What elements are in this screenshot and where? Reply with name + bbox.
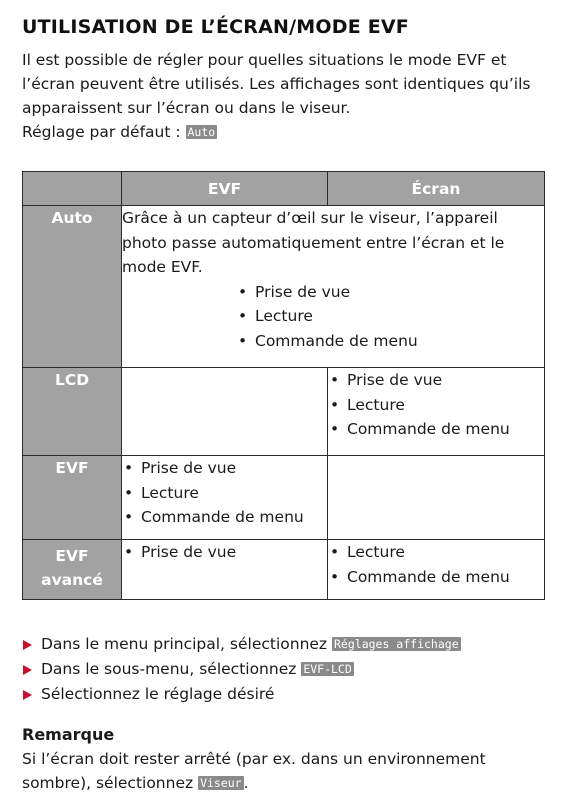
arrow-right-icon bbox=[23, 665, 32, 675]
arrow-right-icon bbox=[23, 640, 32, 650]
page-title: UTILISATION DE L’ÉCRAN/MODE EVF bbox=[22, 16, 409, 38]
cell-evf-advanced-evf bbox=[122, 540, 328, 600]
step-item bbox=[22, 682, 544, 707]
row-label-lcd: LCD bbox=[23, 368, 122, 456]
step-item bbox=[22, 657, 544, 682]
cell-lcd-screen bbox=[328, 368, 545, 456]
intro-text: Il est possible de régler pour quelles situations le mode EVF et l’écran peuvent être utilisés. Les affichages sont identiques qu’ils apparaissent sur l’écran ou dans le viseur. bbox=[22, 51, 531, 117]
lcd-screen-list bbox=[328, 368, 544, 442]
row-label-line1: EVF bbox=[55, 547, 89, 565]
step-text: Sélectionnez le réglage désiré bbox=[41, 685, 275, 703]
menu-item-tag: EVF-LCD bbox=[303, 662, 352, 676]
note-tag: Viseur bbox=[200, 776, 242, 790]
intro-paragraph bbox=[22, 48, 544, 144]
list-item: • Prise de vue bbox=[328, 368, 544, 393]
list-item: • Prise de vue bbox=[236, 280, 544, 305]
step-item bbox=[22, 632, 544, 657]
cell-lcd-evf bbox=[122, 368, 328, 456]
row-label-auto: Auto bbox=[23, 206, 122, 368]
list-item: • Commande de menu bbox=[328, 417, 544, 442]
list-item: • Lecture bbox=[328, 393, 544, 418]
row-label-evf: EVF bbox=[23, 456, 122, 540]
row-auto bbox=[23, 206, 545, 368]
list-item: • Lecture bbox=[236, 304, 544, 329]
default-value-tag: Auto bbox=[187, 125, 216, 139]
list-item: • Lecture bbox=[122, 481, 327, 506]
list-item: • Commande de menu bbox=[236, 329, 544, 354]
settings-table bbox=[22, 171, 545, 600]
step-text: Dans le menu principal, sélectionnez bbox=[41, 635, 332, 653]
evf-evf-list bbox=[122, 456, 327, 530]
menu-item-tag: Réglages affichage bbox=[334, 637, 459, 651]
list-item: • Lecture bbox=[328, 540, 544, 565]
note-heading: Remarque bbox=[22, 725, 115, 744]
manual-page bbox=[22, 14, 544, 795]
row-label-line2: avancé bbox=[41, 571, 103, 589]
cell-auto bbox=[122, 206, 545, 368]
list-item: • Prise de vue bbox=[122, 540, 327, 565]
header-empty bbox=[23, 172, 122, 206]
evf-advanced-evf-list bbox=[122, 540, 327, 565]
row-lcd bbox=[23, 368, 545, 456]
note-text-block bbox=[22, 747, 544, 795]
header-screen: Écran bbox=[328, 172, 545, 206]
cell-evf-evf bbox=[122, 456, 328, 540]
cell-evf-advanced-screen bbox=[328, 540, 545, 600]
list-item: • Prise de vue bbox=[122, 456, 327, 481]
row-label-evf-advanced bbox=[23, 540, 122, 600]
list-item: • Commande de menu bbox=[122, 505, 327, 530]
instruction-steps bbox=[22, 632, 544, 707]
auto-list bbox=[236, 280, 544, 354]
header-evf: EVF bbox=[122, 172, 328, 206]
auto-description: Grâce à un capteur d’œil sur le viseur, l’appareil photo passe automatiquement entre l’écran et le mode EVF. bbox=[122, 209, 505, 276]
note-end: . bbox=[243, 774, 249, 792]
row-evf-advanced bbox=[23, 540, 545, 600]
step-text: Dans le sous-menu, sélectionnez bbox=[41, 660, 302, 678]
cell-evf-screen bbox=[328, 456, 545, 540]
list-item: • Commande de menu bbox=[328, 565, 544, 590]
table-header-row bbox=[23, 172, 545, 206]
note-text: Si l’écran doit rester arrêté (par ex. dans un environnement sombre), sélectionnez bbox=[22, 750, 486, 792]
default-label: Réglage par défaut : bbox=[22, 123, 186, 141]
evf-advanced-screen-list bbox=[328, 540, 544, 589]
arrow-right-icon bbox=[23, 690, 32, 700]
row-evf bbox=[23, 456, 545, 540]
